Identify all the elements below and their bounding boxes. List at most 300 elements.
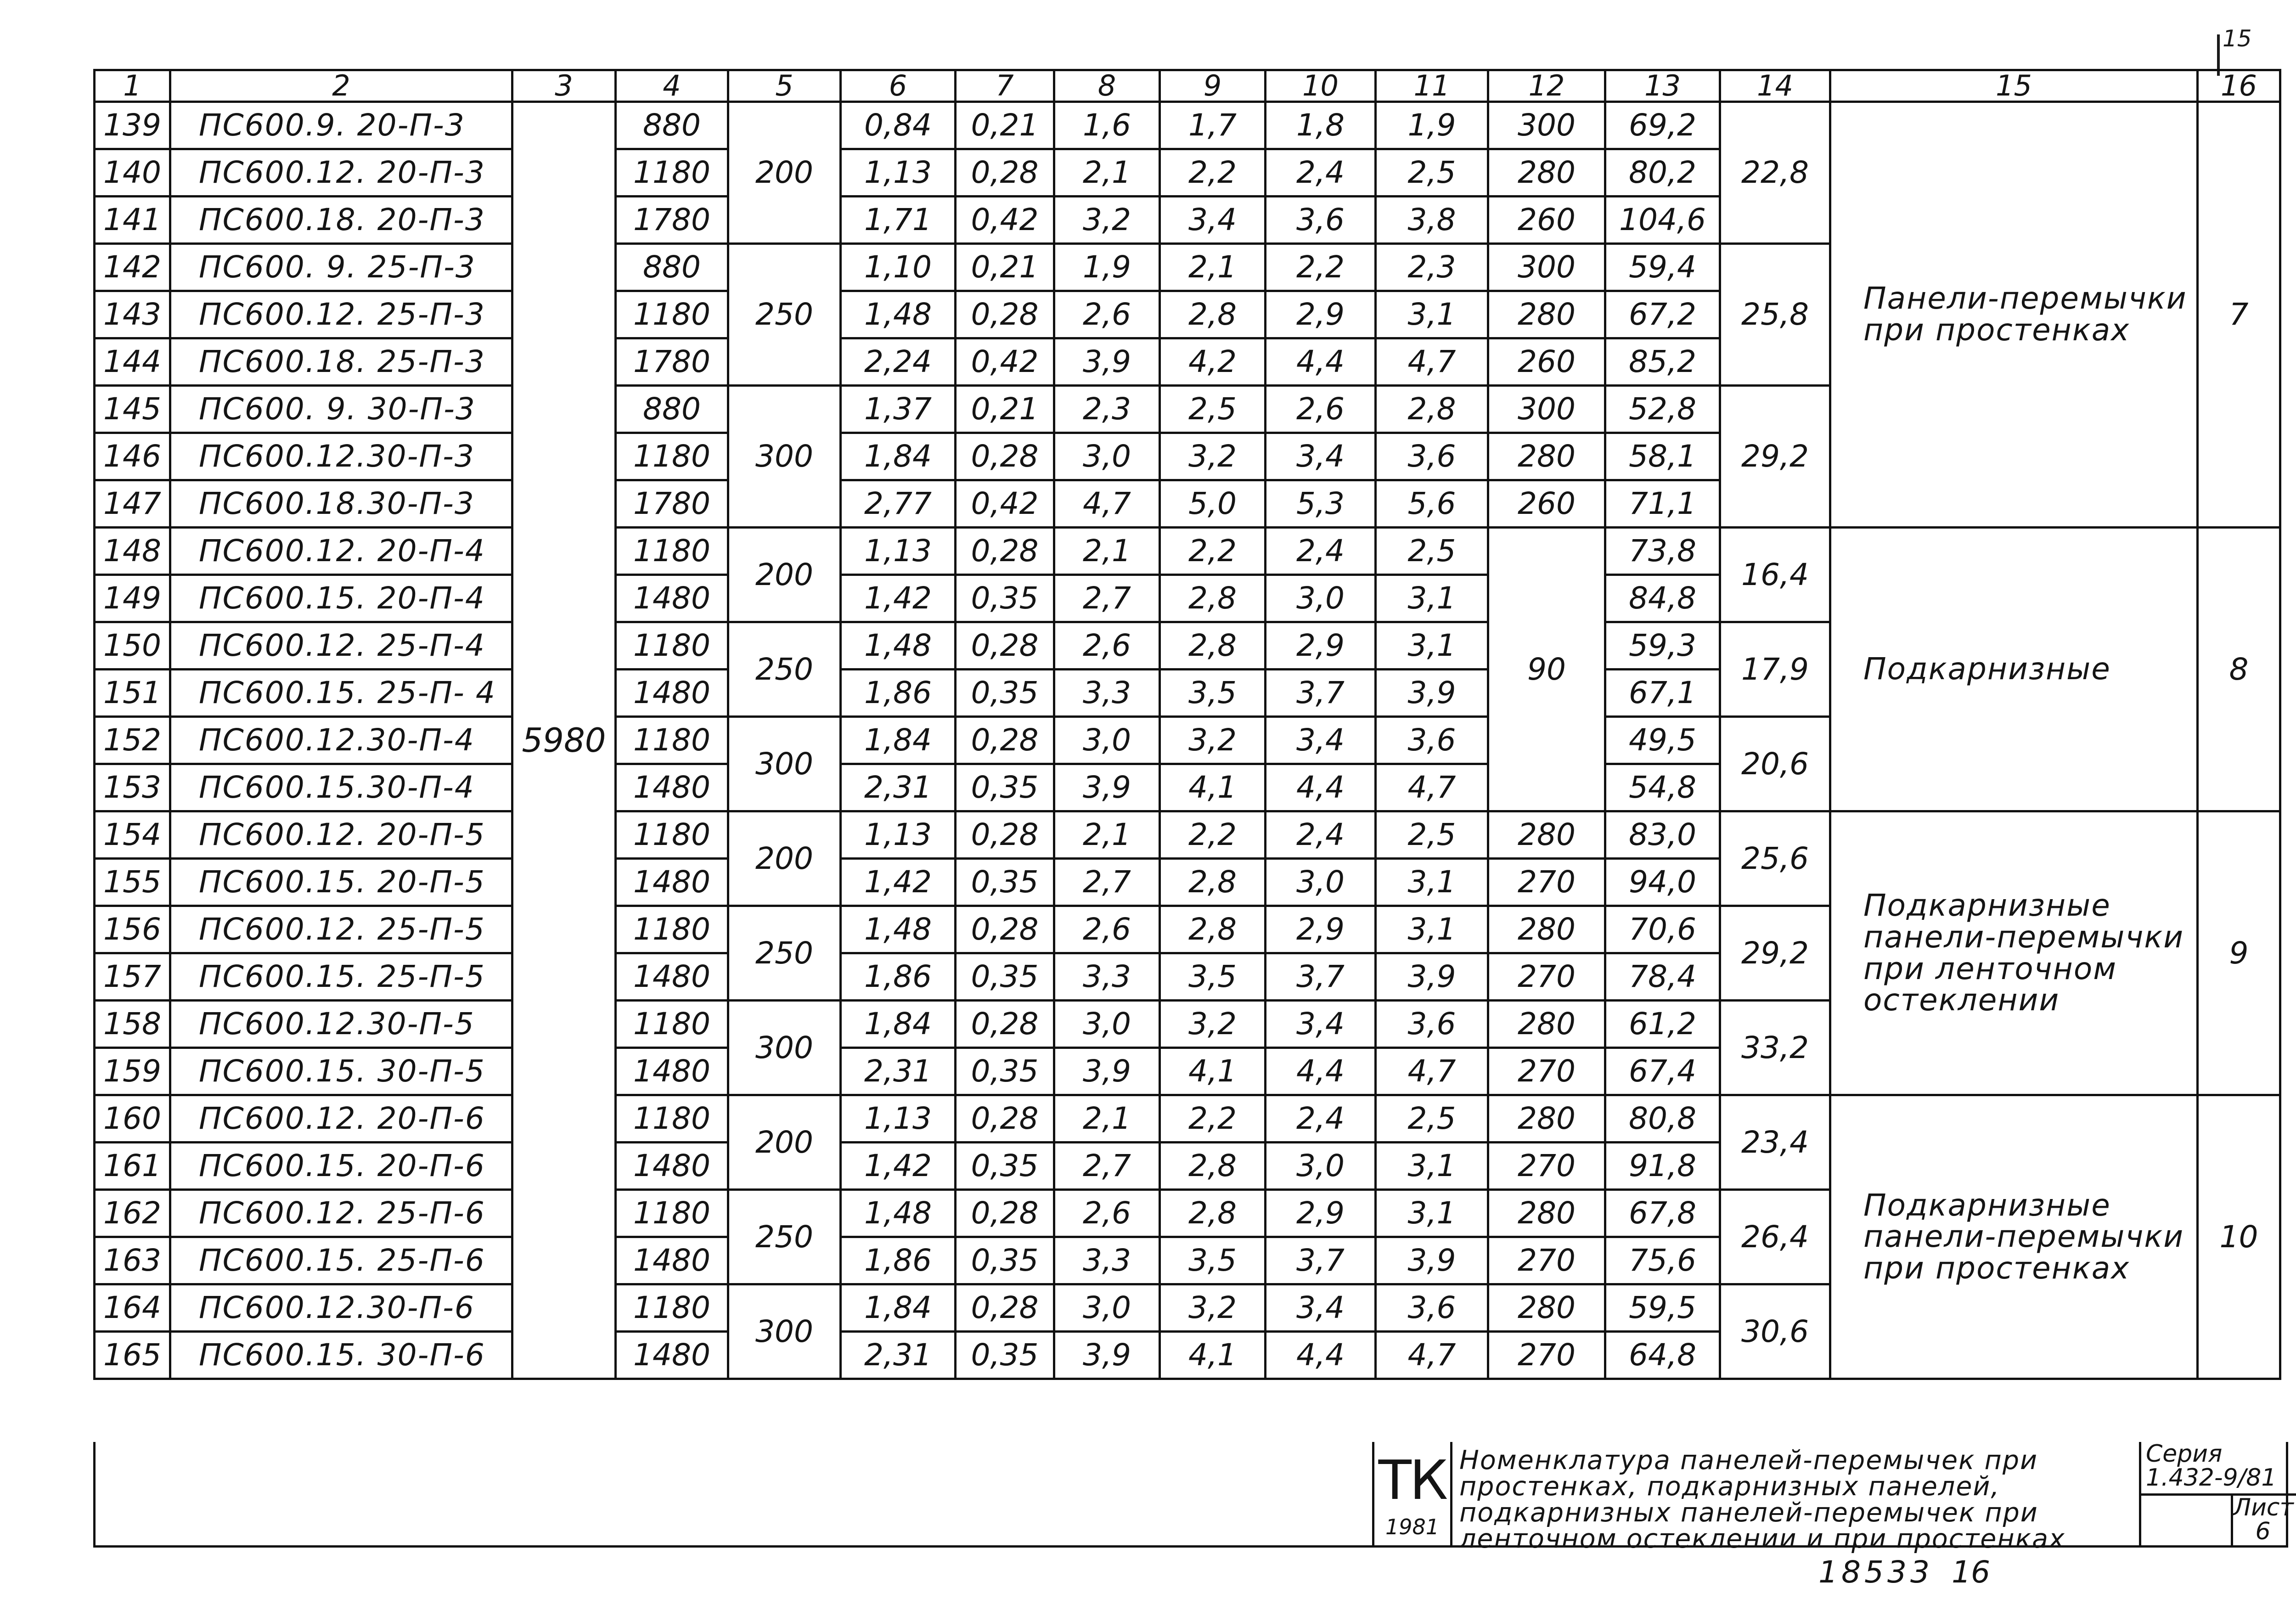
panel-code: ПС600.12.30-П-6 — [170, 1284, 512, 1332]
panel-code: ПС600.12.30-П-5 — [170, 1001, 512, 1048]
value-cell: 1,37 — [841, 386, 956, 433]
value-cell: 3,6 — [1266, 197, 1376, 244]
value-cell: 2,2 — [1266, 244, 1376, 291]
value-cell: 4,7 — [1376, 764, 1488, 811]
value-cell: 2,31 — [841, 1048, 956, 1095]
value-cell: 3,9 — [1376, 953, 1488, 1001]
width-cell: 1480 — [616, 1143, 728, 1190]
stamp-year: 1981 — [1385, 1515, 1440, 1539]
mass-cell: 83,0 — [1605, 811, 1720, 859]
row-number: 140 — [95, 149, 170, 197]
value-cell: 0,28 — [956, 811, 1054, 859]
value-cell: 0,42 — [956, 197, 1054, 244]
width-cell: 1480 — [616, 1237, 728, 1284]
value-cell: 3,1 — [1376, 622, 1488, 670]
width-cell: 1180 — [616, 1284, 728, 1332]
column-header: 9 — [1160, 70, 1266, 102]
width-cell: 1180 — [616, 811, 728, 859]
value-cell: 2,6 — [1054, 622, 1160, 670]
value-cell: 3,0 — [1266, 575, 1376, 622]
row-number: 148 — [95, 528, 170, 575]
stamp-sheet — [2231, 1496, 2293, 1545]
panel-code: ПС600.12. 20-П-3 — [170, 149, 512, 197]
height-cell: 200 — [728, 1095, 841, 1190]
mass-cell: 84,8 — [1605, 575, 1720, 622]
value-cell: 0,28 — [956, 1190, 1054, 1237]
value-cell: 3,9 — [1054, 1332, 1160, 1379]
value-cell: 3,3 — [1054, 670, 1160, 717]
row-number: 164 — [95, 1284, 170, 1332]
value-cell: 0,28 — [956, 1001, 1054, 1048]
group-value-cell: 29,2 — [1720, 906, 1830, 1001]
value-cell: 0,35 — [956, 670, 1054, 717]
mass-cell: 67,1 — [1605, 670, 1720, 717]
mass-cell: 73,8 — [1605, 528, 1720, 575]
value-cell: 5,0 — [1160, 480, 1266, 528]
value-cell: 3,5 — [1160, 953, 1266, 1001]
group-value-cell: 22,8 — [1720, 102, 1830, 244]
sheet-value: 6 — [2255, 1518, 2271, 1545]
value-cell: 2,4 — [1266, 149, 1376, 197]
group-description: Подкарнизные панели-перемычки при ленточном остеклении — [1830, 811, 2198, 1095]
mass-cell: 78,4 — [1605, 953, 1720, 1001]
panel-code: ПС600.15. 30-П-6 — [170, 1332, 512, 1379]
value-cell: 3,0 — [1054, 1284, 1160, 1332]
row-number: 156 — [95, 906, 170, 953]
width-cell: 1180 — [616, 1095, 728, 1143]
value-cell: 3,1 — [1376, 1143, 1488, 1190]
value-cell: 3,5 — [1160, 1237, 1266, 1284]
row-number: 142 — [95, 244, 170, 291]
value-cell: 1,13 — [841, 1095, 956, 1143]
value-cell: 0,28 — [956, 1284, 1054, 1332]
table-row — [95, 811, 2280, 859]
width-cell: 1780 — [616, 197, 728, 244]
panel-code: ПС600.18. 25-П-3 — [170, 338, 512, 386]
value-cell: 300 — [1488, 244, 1605, 291]
value-cell: 2,3 — [1054, 386, 1160, 433]
value-cell: 1,48 — [841, 1190, 956, 1237]
group-value-cell: 17,9 — [1720, 622, 1830, 717]
value-cell: 1,86 — [841, 1237, 956, 1284]
value-cell: 2,8 — [1160, 906, 1266, 953]
value-cell: 1,84 — [841, 1001, 956, 1048]
value-cell: 2,5 — [1376, 528, 1488, 575]
value-cell: 1,86 — [841, 953, 956, 1001]
value-cell: 280 — [1488, 906, 1605, 953]
value-cell: 1,13 — [841, 811, 956, 859]
mass-cell: 61,2 — [1605, 1001, 1720, 1048]
row-number: 139 — [95, 102, 170, 149]
height-cell: 200 — [728, 102, 841, 244]
row-number: 159 — [95, 1048, 170, 1095]
mass-cell: 59,4 — [1605, 244, 1720, 291]
mass-cell: 59,5 — [1605, 1284, 1720, 1332]
height-cell: 200 — [728, 528, 841, 622]
panel-code: ПС600.12. 25-П-6 — [170, 1190, 512, 1237]
width-cell: 1180 — [616, 149, 728, 197]
value-cell: 0,28 — [956, 528, 1054, 575]
value-cell: 260 — [1488, 197, 1605, 244]
value-cell: 5,3 — [1266, 480, 1376, 528]
value-cell: 270 — [1488, 1048, 1605, 1095]
value-cell: 280 — [1488, 291, 1605, 338]
group-description: Подкарнизные панели-перемычки при простенках — [1830, 1095, 2198, 1379]
series-value: 1.432-9/81 — [2146, 1464, 2277, 1492]
title-block — [93, 1440, 2294, 1554]
column-header: 6 — [841, 70, 956, 102]
corner-mark: 15 — [2223, 25, 2252, 52]
column-header: 4 — [616, 70, 728, 102]
group-value-cell: 25,6 — [1720, 811, 1830, 906]
group-value-cell: 30,6 — [1720, 1284, 1830, 1379]
value-cell: 0,21 — [956, 244, 1054, 291]
footer-page: 16 — [1952, 1554, 1990, 1590]
document-number: 18533 — [1818, 1554, 1933, 1590]
value-cell: 1,13 — [841, 149, 956, 197]
value-cell: 1,71 — [841, 197, 956, 244]
value-cell: 1,42 — [841, 1143, 956, 1190]
value-cell: 3,2 — [1160, 717, 1266, 764]
tk-logo-box — [1374, 1442, 1452, 1545]
value-cell: 270 — [1488, 1332, 1605, 1379]
row-number: 154 — [95, 811, 170, 859]
value-cell: 0,35 — [956, 859, 1054, 906]
width-cell: 1180 — [616, 906, 728, 953]
value-cell: 2,8 — [1160, 575, 1266, 622]
value-cell: 3,4 — [1266, 717, 1376, 764]
value-cell: 0,28 — [956, 717, 1054, 764]
panel-code: ПС600.18.30-П-3 — [170, 480, 512, 528]
mass-cell: 49,5 — [1605, 717, 1720, 764]
value-cell: 4,7 — [1376, 1332, 1488, 1379]
value-cell: 2,31 — [841, 1332, 956, 1379]
panel-code: ПС600.18. 20-П-3 — [170, 197, 512, 244]
panel-code: ПС600.9. 20-П-3 — [170, 102, 512, 149]
table-row — [95, 528, 2280, 575]
value-cell: 3,0 — [1266, 859, 1376, 906]
panel-code: ПС600.15. 25-П-6 — [170, 1237, 512, 1284]
value-cell: 0,28 — [956, 1095, 1054, 1143]
value-cell: 260 — [1488, 338, 1605, 386]
row-number: 161 — [95, 1143, 170, 1190]
series-label: Серия — [2146, 1440, 2223, 1468]
value-cell: 2,1 — [1054, 811, 1160, 859]
width-cell: 1180 — [616, 528, 728, 575]
column-header: 13 — [1605, 70, 1720, 102]
row-number: 165 — [95, 1332, 170, 1379]
column-header: 15 — [1830, 70, 2198, 102]
value-cell: 270 — [1488, 953, 1605, 1001]
value-cell: 1,42 — [841, 575, 956, 622]
group-value-cell: 29,2 — [1720, 386, 1830, 528]
row-number: 143 — [95, 291, 170, 338]
row-number: 150 — [95, 622, 170, 670]
group-number: 8 — [2198, 528, 2280, 811]
value-cell: 2,1 — [1160, 244, 1266, 291]
width-cell: 1180 — [616, 1190, 728, 1237]
value-cell: 3,0 — [1054, 1001, 1160, 1048]
value-cell: 3,9 — [1054, 764, 1160, 811]
panel-code: ПС600.15. 20-П-4 — [170, 575, 512, 622]
panel-code: ПС600.15. 20-П-5 — [170, 859, 512, 906]
value-cell: 2,5 — [1160, 386, 1266, 433]
width-cell: 1480 — [616, 859, 728, 906]
panel-code: ПС600. 9. 30-П-3 — [170, 386, 512, 433]
value-cell: 0,28 — [956, 906, 1054, 953]
value-cell: 4,2 — [1160, 338, 1266, 386]
value-cell: 2,4 — [1266, 528, 1376, 575]
value-cell: 2,7 — [1054, 575, 1160, 622]
value-cell: 5,6 — [1376, 480, 1488, 528]
value-cell: 2,5 — [1376, 149, 1488, 197]
row-number: 155 — [95, 859, 170, 906]
row-number: 163 — [95, 1237, 170, 1284]
value-cell: 1,9 — [1054, 244, 1160, 291]
height-cell: 300 — [728, 717, 841, 811]
merged-value-cell: 90 — [1488, 528, 1605, 811]
value-cell: 1,86 — [841, 670, 956, 717]
value-cell: 0,35 — [956, 953, 1054, 1001]
value-cell: 2,31 — [841, 764, 956, 811]
value-cell: 2,2 — [1160, 149, 1266, 197]
table-row — [95, 102, 2280, 149]
value-cell: 1,84 — [841, 717, 956, 764]
value-cell: 2,8 — [1160, 859, 1266, 906]
panel-code: ПС600.15. 20-П-6 — [170, 1143, 512, 1190]
value-cell: 0,28 — [956, 291, 1054, 338]
mass-cell: 59,3 — [1605, 622, 1720, 670]
length-cell: 5980 — [512, 102, 616, 1379]
height-cell: 200 — [728, 811, 841, 906]
panel-code: ПС600. 9. 25-П-3 — [170, 244, 512, 291]
value-cell: 2,7 — [1054, 859, 1160, 906]
panel-code: ПС600.12.30-П-3 — [170, 433, 512, 480]
mass-cell: 94,0 — [1605, 859, 1720, 906]
value-cell: 1,48 — [841, 906, 956, 953]
value-cell: 0,28 — [956, 149, 1054, 197]
value-cell: 4,7 — [1054, 480, 1160, 528]
mass-cell: 85,2 — [1605, 338, 1720, 386]
value-cell: 3,1 — [1376, 575, 1488, 622]
group-description: Подкарнизные — [1830, 528, 2198, 811]
value-cell: 4,1 — [1160, 1048, 1266, 1095]
value-cell: 3,7 — [1266, 953, 1376, 1001]
value-cell: 260 — [1488, 480, 1605, 528]
width-cell: 880 — [616, 244, 728, 291]
value-cell: 2,8 — [1160, 622, 1266, 670]
value-cell: 3,9 — [1376, 670, 1488, 717]
value-cell: 2,4 — [1266, 1095, 1376, 1143]
width-cell: 1480 — [616, 764, 728, 811]
group-number: 9 — [2198, 811, 2280, 1095]
group-number: 7 — [2198, 102, 2280, 528]
width-cell: 1480 — [616, 1048, 728, 1095]
width-cell: 1180 — [616, 717, 728, 764]
value-cell: 0,35 — [956, 1143, 1054, 1190]
value-cell: 1,10 — [841, 244, 956, 291]
value-cell: 2,2 — [1160, 528, 1266, 575]
row-number: 153 — [95, 764, 170, 811]
mass-cell: 91,8 — [1605, 1143, 1720, 1190]
panel-code: ПС600.15. 25-П-5 — [170, 953, 512, 1001]
panel-code: ПС600.12. 20-П-6 — [170, 1095, 512, 1143]
value-cell: 2,1 — [1054, 1095, 1160, 1143]
column-header: 2 — [170, 70, 512, 102]
mass-cell: 54,8 — [1605, 764, 1720, 811]
column-header: 14 — [1720, 70, 1830, 102]
row-number: 145 — [95, 386, 170, 433]
height-cell: 300 — [728, 386, 841, 528]
value-cell: 4,4 — [1266, 1332, 1376, 1379]
width-cell: 880 — [616, 386, 728, 433]
value-cell: 280 — [1488, 149, 1605, 197]
mass-cell: 52,8 — [1605, 386, 1720, 433]
row-number: 160 — [95, 1095, 170, 1143]
width-cell: 1480 — [616, 953, 728, 1001]
value-cell: 3,1 — [1376, 291, 1488, 338]
value-cell: 2,8 — [1376, 386, 1488, 433]
stamp-series — [2139, 1442, 2296, 1496]
group-value-cell: 26,4 — [1720, 1190, 1830, 1284]
mass-cell: 80,8 — [1605, 1095, 1720, 1143]
value-cell: 1,13 — [841, 528, 956, 575]
column-header: 16 — [2198, 70, 2280, 102]
height-cell: 250 — [728, 244, 841, 386]
group-number: 10 — [2198, 1095, 2280, 1379]
row-number: 141 — [95, 197, 170, 244]
value-cell: 4,4 — [1266, 338, 1376, 386]
value-cell: 2,3 — [1376, 244, 1488, 291]
value-cell: 2,9 — [1266, 906, 1376, 953]
value-cell: 3,2 — [1054, 197, 1160, 244]
mass-cell: 67,4 — [1605, 1048, 1720, 1095]
value-cell: 3,4 — [1266, 1284, 1376, 1332]
group-description: Панели-перемычки при простенках — [1830, 102, 2198, 528]
value-cell: 2,4 — [1266, 811, 1376, 859]
width-cell: 1180 — [616, 622, 728, 670]
value-cell: 2,2 — [1160, 811, 1266, 859]
value-cell: 2,9 — [1266, 1190, 1376, 1237]
value-cell: 270 — [1488, 859, 1605, 906]
value-cell: 0,35 — [956, 575, 1054, 622]
column-header: 1 — [95, 70, 170, 102]
column-header: 8 — [1054, 70, 1160, 102]
tk-logo: ТК — [1378, 1448, 1446, 1512]
value-cell: 280 — [1488, 1284, 1605, 1332]
panel-code: ПС600.12. 25-П-5 — [170, 906, 512, 953]
value-cell: 4,1 — [1160, 764, 1266, 811]
mass-cell: 75,6 — [1605, 1237, 1720, 1284]
row-number: 149 — [95, 575, 170, 622]
panel-code: ПС600.15. 25-П- 4 — [170, 670, 512, 717]
width-cell: 880 — [616, 102, 728, 149]
value-cell: 3,7 — [1266, 1237, 1376, 1284]
value-cell: 4,4 — [1266, 1048, 1376, 1095]
value-cell: 3,1 — [1376, 859, 1488, 906]
group-value-cell: 33,2 — [1720, 1001, 1830, 1095]
column-header: 7 — [956, 70, 1054, 102]
value-cell: 3,6 — [1376, 433, 1488, 480]
row-number: 162 — [95, 1190, 170, 1237]
value-cell: 280 — [1488, 1001, 1605, 1048]
value-cell: 3,4 — [1160, 197, 1266, 244]
column-header: 10 — [1266, 70, 1376, 102]
value-cell: 0,42 — [956, 338, 1054, 386]
value-cell: 2,7 — [1054, 1143, 1160, 1190]
value-cell: 3,1 — [1376, 906, 1488, 953]
mass-cell: 58,1 — [1605, 433, 1720, 480]
value-cell: 2,24 — [841, 338, 956, 386]
group-value-cell: 23,4 — [1720, 1095, 1830, 1190]
value-cell: 4,4 — [1266, 764, 1376, 811]
panel-code: ПС600.12.30-П-4 — [170, 717, 512, 764]
width-cell: 1180 — [616, 1001, 728, 1048]
row-number: 152 — [95, 717, 170, 764]
column-header: 3 — [512, 70, 616, 102]
value-cell: 3,6 — [1376, 1284, 1488, 1332]
column-header: 11 — [1376, 70, 1488, 102]
value-cell: 1,6 — [1054, 102, 1160, 149]
width-cell: 1480 — [616, 670, 728, 717]
value-cell: 280 — [1488, 1190, 1605, 1237]
row-number: 146 — [95, 433, 170, 480]
value-cell: 3,1 — [1376, 1190, 1488, 1237]
height-cell: 250 — [728, 906, 841, 1001]
value-cell: 2,1 — [1054, 149, 1160, 197]
value-cell: 1,8 — [1266, 102, 1376, 149]
value-cell: 2,8 — [1160, 291, 1266, 338]
value-cell: 0,35 — [956, 1237, 1054, 1284]
height-cell: 300 — [728, 1001, 841, 1095]
row-number: 151 — [95, 670, 170, 717]
value-cell: 2,6 — [1054, 1190, 1160, 1237]
value-cell: 4,7 — [1376, 1048, 1488, 1095]
row-number: 144 — [95, 338, 170, 386]
mass-cell: 104,6 — [1605, 197, 1720, 244]
height-cell: 300 — [728, 1284, 841, 1379]
group-value-cell: 25,8 — [1720, 244, 1830, 386]
header-row — [95, 70, 2280, 102]
width-cell: 1480 — [616, 575, 728, 622]
value-cell: 280 — [1488, 1095, 1605, 1143]
value-cell: 2,6 — [1054, 906, 1160, 953]
value-cell: 2,6 — [1054, 291, 1160, 338]
panel-code: ПС600.15.30-П-4 — [170, 764, 512, 811]
value-cell: 3,4 — [1266, 433, 1376, 480]
value-cell: 3,3 — [1054, 1237, 1160, 1284]
stamp-title: Номенклатура панелей-перемычек при простенках, подкарнизных панелей, подкарнизных панелей-перемычек при ленточном остеклении и при простенках — [1459, 1445, 2065, 1554]
mass-cell: 67,2 — [1605, 291, 1720, 338]
value-cell: 270 — [1488, 1237, 1605, 1284]
width-cell: 1780 — [616, 480, 728, 528]
width-cell: 1180 — [616, 291, 728, 338]
panel-code: ПС600.12. 20-П-4 — [170, 528, 512, 575]
value-cell: 0,28 — [956, 433, 1054, 480]
height-cell: 250 — [728, 1190, 841, 1284]
mass-cell: 80,2 — [1605, 149, 1720, 197]
value-cell: 2,6 — [1266, 386, 1376, 433]
value-cell: 0,35 — [956, 1048, 1054, 1095]
value-cell: 3,0 — [1054, 433, 1160, 480]
value-cell: 2,8 — [1160, 1190, 1266, 1237]
value-cell: 3,9 — [1376, 1237, 1488, 1284]
panel-code: ПС600.12. 25-П-3 — [170, 291, 512, 338]
value-cell: 3,6 — [1376, 1001, 1488, 1048]
panel-code: ПС600.12. 25-П-4 — [170, 622, 512, 670]
width-cell: 1480 — [616, 1332, 728, 1379]
width-cell: 1780 — [616, 338, 728, 386]
